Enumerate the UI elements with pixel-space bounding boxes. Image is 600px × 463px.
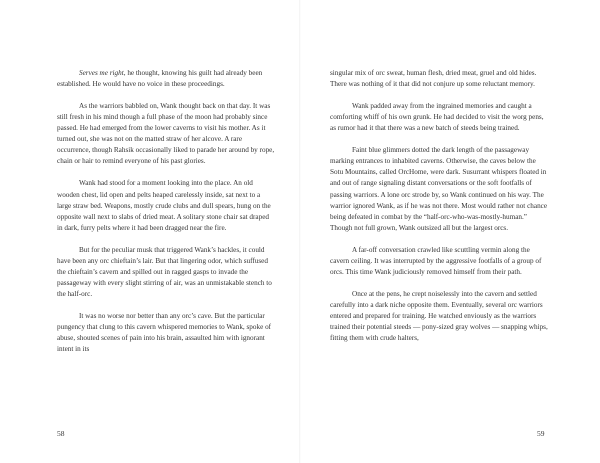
paragraph: It was no worse nor better than any orc’s cave. But the particular pungency that clung to this cavern whispered memories to Wank, spoke of abuse, shouted scenes of pain into his brain, assaulted him with ignorant intent in its (57, 312, 272, 354)
paragraph: As the warriors babbled on, Wank thought back on that day. It was still fresh in his mind though a full phase of the moon had probably since passed. He had emerged from the lower caverns to visit his mother. As it turned out, she was not on the matted straw of her alcove. A rare occurrence, though Rahsik occasionally liked to parade her around by rope, chain or hair to remind everyone of his past glories. (57, 102, 275, 166)
italic-thought: Serves me right, (79, 69, 126, 77)
paragraph: Once at the pens, he crept noiselessly into the cavern and settled carefully into a dark niche opposite them. Eventually, several orc warriors entered and prepared for training. He watched enviously as the warriors trained their potential steeds — pony-sized gray wolves — snapping whips, fitting them with crude halters, (330, 289, 548, 343)
paragraph: But for the peculiar musk that triggered Wank’s hackles, it could have been any orc chieftain’s lair. But that lingering odor, which suffused the chieftain’s cavern and spilled out in ragged gasps to invade the passageway with every slight stirring of air, was an unmistakable stench to the half-orc. (57, 245, 272, 298)
paragraph-text: he thought, knowing his guilt had already been established. He would have no voice in these proceedings. (57, 69, 263, 89)
paragraph: A far-off conversation crawled like scuttling vermin along the cavern ceiling. It was interrupted by the aggressive footfalls of a group of orcs. This time Wank judiciously removed himself from their path. (330, 245, 542, 276)
paragraph: Wank padded away from the ingrained memories and caught a comforting whiff of his own grunk. He had decided to visit the worg pens, as rumor had it that there was a new batch of steeds being trained. (330, 102, 544, 133)
right-page-text (330, 68, 548, 355)
page-number-left: 58 (57, 429, 65, 438)
paragraph: Wank had stood for a moment looking into the place. An old wooden chest, lid open and pelts heaped carelessly inside, sat next to a large straw bed. Weapons, mostly crude clubs and dull spears, hung on the opposite wall next to slabs of dried meat. A solitary stone chair sat draped in dark, furry pelts where it had been dragged near the fire. (57, 179, 271, 232)
paragraph: singular mix of orc sweat, human flesh, dried meat, gruel and old hides. There was nothing of it that did not conjure up some reluctant memory. (330, 69, 537, 89)
paragraph: Faint blue glimmers dotted the dark length of the passageway marking entrances to inhabited caverns. Otherwise, the caves below the Sotu Mountains, called OrcHome, were dark. Susurrant whispers floated in and out of range signaling distant conversations or the soft footfalls of passing warriors. A lone orc strode by, so Wank continued on his way. The warrior ignored Wank, as if he was not there. Most would rather not chance being defeated in combat by the “half-orc-who-was-mostly-human.” Though not full grown, Wank outsized all but the largest orcs. (330, 146, 548, 232)
left-page-text (57, 68, 275, 366)
page-number-right: 59 (537, 429, 545, 438)
paragraph (57, 68, 275, 90)
book-gutter (299, 0, 301, 463)
